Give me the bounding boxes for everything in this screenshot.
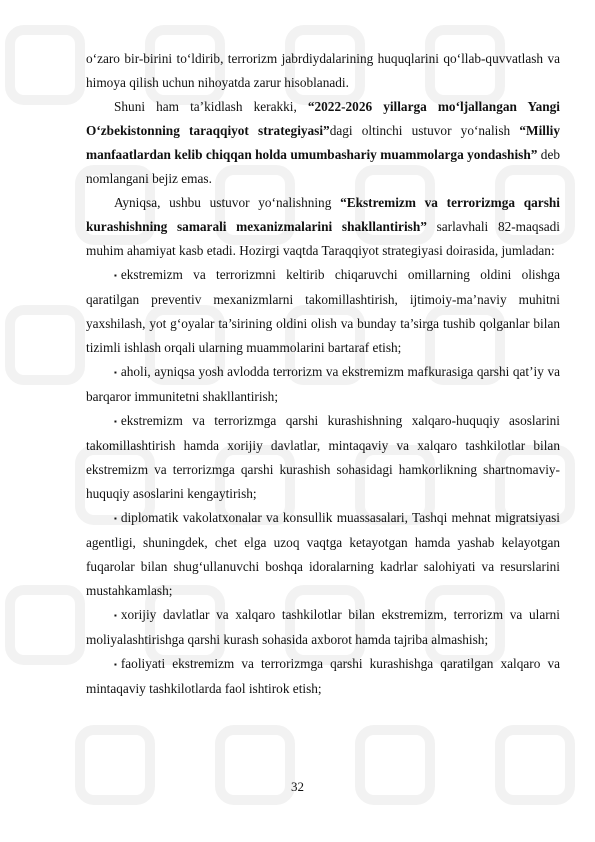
paragraph-text: Shuni ham ta’kidlash kerakki, <box>114 99 308 114</box>
page-number: 32 <box>291 779 304 794</box>
bullet-icon: ▪ <box>114 270 117 280</box>
document-body <box>86 47 560 701</box>
list-item <box>86 603 560 652</box>
bullet-icon: ▪ <box>114 416 117 426</box>
list-item <box>86 409 560 506</box>
bullet-icon: ▪ <box>114 513 117 523</box>
goal-title: “Ekstremizm va terrorizmga qarshi kurashishning samarali mexanizmalarini shakllantirish” <box>86 195 560 234</box>
paragraph-text: sarlavhali 82-maqsadi muhim ahamiyat kasb etadi. Hozirgi vaqtda Taraqqiyot strategiyasi doirasida, jumladan: <box>86 219 560 258</box>
list-item-text: ekstremizm va terrorizmni keltirib chiqaruvchi omillarning oldini olishga qaratilgan preventiv mexanizmlarni takomillashtirish, ijtimoiy-ma’naviy muhitni yaxshilash, yot g‘oyalar ta’sirining oldini olish va bunday ta’sirga tushib qolganlar bilan tizimli ishlash orqali ularning muammolarini bartaraf etish; <box>86 267 560 355</box>
bullet-icon: ▪ <box>114 367 117 377</box>
list-item <box>86 506 560 603</box>
bullet-icon: ▪ <box>114 659 117 669</box>
paragraph-continuation: o‘zaro bir-birini to‘ldirib, terrorizm jabrdiydalarining huquqlarini qo‘llab-quvvatlash va himoya qilish uchun nihoyatda zarur hisoblanadi. <box>86 51 560 90</box>
list-item-text: ekstremizm va terrorizmga qarshi kurashishning xalqaro-huquqiy asoslarini takomillashtirish hamda xorijiy davlatlar, mintaqaviy va xalqaro tashkilotlar bilan ekstremizm va terrorizmga qarshi kurashish sohasidagi hamkorlikning shartnomaviy-huquqiy asoslarini kengaytirish; <box>86 412 560 501</box>
list-item-text: faoliyati ekstremizm va terrorizmga qarshi kurashishga qaratilgan xalqaro va mintaqaviy tashkilotlarda faol ishtirok etish; <box>86 655 560 696</box>
paragraph-text: Ayniqsa, ushbu ustuvor yo‘nalishning <box>114 195 341 210</box>
priority-direction-title: “Milliy manfaatlardan kelib chiqqan holda umumbashariy muammolarga yondashish” <box>86 123 560 162</box>
list-item <box>86 263 560 360</box>
list-item <box>86 652 560 701</box>
list-item <box>86 360 560 409</box>
strategy-title: “2022-2026 yillarga mo‘ljallangan Yangi O‘zbekistonning taraqqiyot strategiyasi” <box>86 99 560 138</box>
paragraph-strategy <box>86 95 560 191</box>
paragraph-text: deb nomlangani bejiz emas. <box>86 147 561 186</box>
list-item-text: aholi, ayniqsa yosh avlodda terrorizm va ekstremizm mafkurasiga qarshi qat’iy va barqaror immunitetni shakllantirish; <box>86 363 560 404</box>
list-item-text: diplomatik vakolatxonalar va konsullik muassasalari, Tashqi mehnat migratsiyasi agentligi, shuningdek, chet elga uzoq vaqtga ketayotgan hamda yashab kelayotgan fuqarolar bilan shug‘ullanuvchi boshqa idoralarning kadrlar salohiyati va resurslarini mustahkamlash; <box>86 509 560 598</box>
list-item-text: xorijiy davlatlar va xalqaro tashkilotlar bilan ekstremizm, terrorizm va ularni moliyalashtirishga qarshi kurash sohasida axborot hamda tajriba almashish; <box>86 606 560 647</box>
bullet-icon: ▪ <box>114 610 117 620</box>
paragraph-goal-82 <box>86 191 560 263</box>
paragraph-text: dagi oltinchi ustuvor yo‘nalish <box>329 123 520 138</box>
